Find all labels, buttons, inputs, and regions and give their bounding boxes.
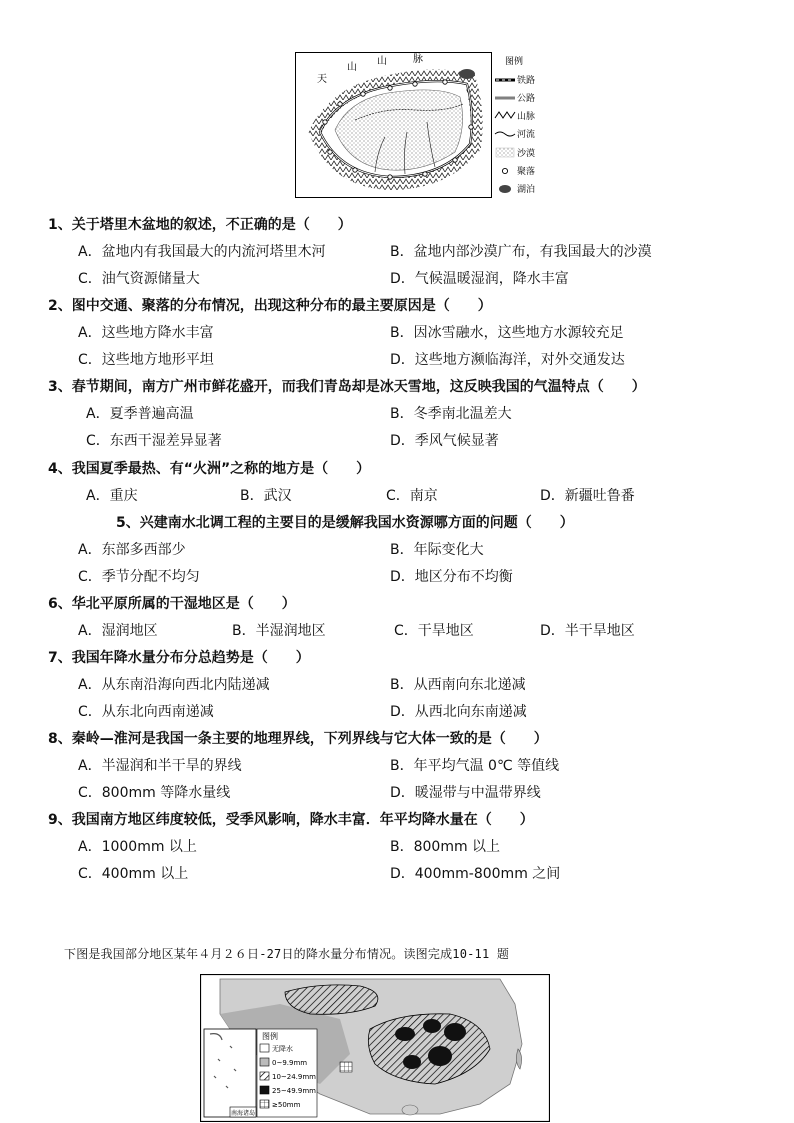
tarim-basin-map bbox=[295, 52, 545, 198]
question-option: C．这些地方地形平坦 bbox=[78, 352, 214, 368]
question-option: B．年际变化大 bbox=[390, 542, 484, 558]
question-option: D．暖湿带与中温带界线 bbox=[390, 785, 541, 801]
question-stem: 1、关于塔里木盆地的叙述，不正确的是（ ） bbox=[48, 217, 352, 233]
inset-label: 南海诸岛 bbox=[231, 1110, 256, 1117]
legend-label: 湖泊 bbox=[517, 185, 536, 195]
legend-label: 公路 bbox=[517, 94, 536, 104]
legend-title: 图例 bbox=[505, 57, 524, 67]
legend-label: 河流 bbox=[517, 130, 536, 140]
question-option: A．半湿润和半干旱的界线 bbox=[78, 758, 242, 774]
question-option: A．盆地内有我国最大的内流河塔里木河 bbox=[78, 244, 326, 260]
question-option: A．从东南沿海向西北内陆递减 bbox=[78, 677, 270, 693]
question-option: B．800mm 以上 bbox=[390, 839, 501, 855]
question-option: C．800mm 等降水量线 bbox=[78, 785, 231, 801]
question-stem: 9、我国南方地区纬度较低，受季风影响，降水丰富．年平均降水量在（ ） bbox=[48, 812, 534, 828]
question-option: D．气候温暖湿润，降水丰富 bbox=[390, 271, 569, 287]
question-option: C．干旱地区 bbox=[394, 623, 474, 639]
question-option: B．从西南向东北递减 bbox=[390, 677, 526, 693]
question-option: C．东西干湿差异显著 bbox=[86, 433, 222, 449]
question-option: C．400mm 以上 bbox=[78, 866, 189, 882]
map1-legend bbox=[495, 55, 535, 195]
question-option: C．季节分配不均匀 bbox=[78, 569, 200, 585]
question-option: A．这些地方降水丰富 bbox=[78, 325, 214, 341]
question-option: B．盆地内部沙漠广布，有我国最大的沙漠 bbox=[390, 244, 652, 260]
map-label: 天 bbox=[317, 74, 327, 85]
question-option: B．因冰雪融水，这些地方水源较充足 bbox=[390, 325, 624, 341]
legend-label: 0~9.9mm bbox=[272, 1059, 308, 1067]
legend-title: 图例 bbox=[262, 1032, 278, 1041]
question-option: D．半干旱地区 bbox=[540, 623, 635, 639]
legend-label: 25~49.9mm bbox=[272, 1087, 316, 1095]
precipitation-map bbox=[200, 974, 550, 1122]
question-option: A．重庆 bbox=[86, 488, 138, 504]
question-stem: 7、我国年降水量分布分总趋势是（ ） bbox=[48, 650, 310, 666]
legend-label: 沙漠 bbox=[517, 149, 536, 159]
legend-label: ≥50mm bbox=[272, 1101, 301, 1109]
question-option: D．这些地方濒临海洋，对外交通发达 bbox=[390, 352, 625, 368]
question-stem: 5、兴建南水北调工程的主要目的是缓解我国水资源哪方面的问题（ ） bbox=[116, 515, 574, 531]
map2-legend bbox=[257, 1029, 317, 1117]
legend-label: 无降水 bbox=[272, 1045, 293, 1053]
legend-label: 聚落 bbox=[517, 167, 536, 177]
question-option: A．湿润地区 bbox=[78, 623, 158, 639]
question-stem: 2、图中交通、聚落的分布情况，出现这种分布的最主要原因是（ ） bbox=[48, 298, 492, 314]
question-stem: 6、华北平原所属的干湿地区是（ ） bbox=[48, 596, 296, 612]
rain-zone-north bbox=[285, 985, 378, 1014]
question-option: D．从西北向东南递减 bbox=[390, 704, 527, 720]
legend-label: 铁路 bbox=[517, 76, 536, 86]
question-stem: 3、春节期间，南方广州市鲜花盛开，而我们青岛却是冰天雪地，这反映我国的气温特点（ ） bbox=[48, 379, 646, 395]
question-option: C．从东北向西南递减 bbox=[78, 704, 214, 720]
question-stem: 8、秦岭—淮河是我国一条主要的地理界线，下列界线与它大体一致的是（ ） bbox=[48, 731, 548, 747]
question-stem: 4、我国夏季最热、有“火洲”之称的地方是（ ） bbox=[48, 461, 371, 477]
question-option: A．东部多西部少 bbox=[78, 542, 186, 558]
map-label: 脉 bbox=[413, 54, 423, 65]
legend-label: 10~24.9mm bbox=[272, 1073, 316, 1081]
lake bbox=[459, 69, 475, 79]
question-option: C．南京 bbox=[386, 488, 438, 504]
question-option: C．油气资源储量大 bbox=[78, 271, 200, 287]
south-china-sea-inset bbox=[204, 1029, 256, 1117]
map-label: 山 bbox=[377, 56, 387, 67]
question-option: A．1000mm 以上 bbox=[78, 839, 197, 855]
question-option: B．冬季南北温差大 bbox=[390, 406, 512, 422]
map-label: 山 bbox=[347, 62, 357, 73]
question-option: B．武汉 bbox=[240, 488, 292, 504]
question-option: D．新疆吐鲁番 bbox=[540, 488, 635, 504]
legend-label: 山脉 bbox=[517, 112, 536, 122]
question-option: D．地区分布不均衡 bbox=[390, 569, 513, 585]
question-option: B．年平均气温 0℃ 等值线 bbox=[390, 758, 560, 774]
question-option: D．季风气候显著 bbox=[390, 433, 499, 449]
question-option: D．400mm-800mm 之间 bbox=[390, 866, 561, 882]
question-option: B．半湿润地区 bbox=[232, 623, 326, 639]
map-intro-text: 下图是我国部分地区某年４月２６日-27日的降水量分布情况。读图完成10-11 题 bbox=[64, 947, 510, 961]
question-option: A．夏季普遍高温 bbox=[86, 406, 194, 422]
